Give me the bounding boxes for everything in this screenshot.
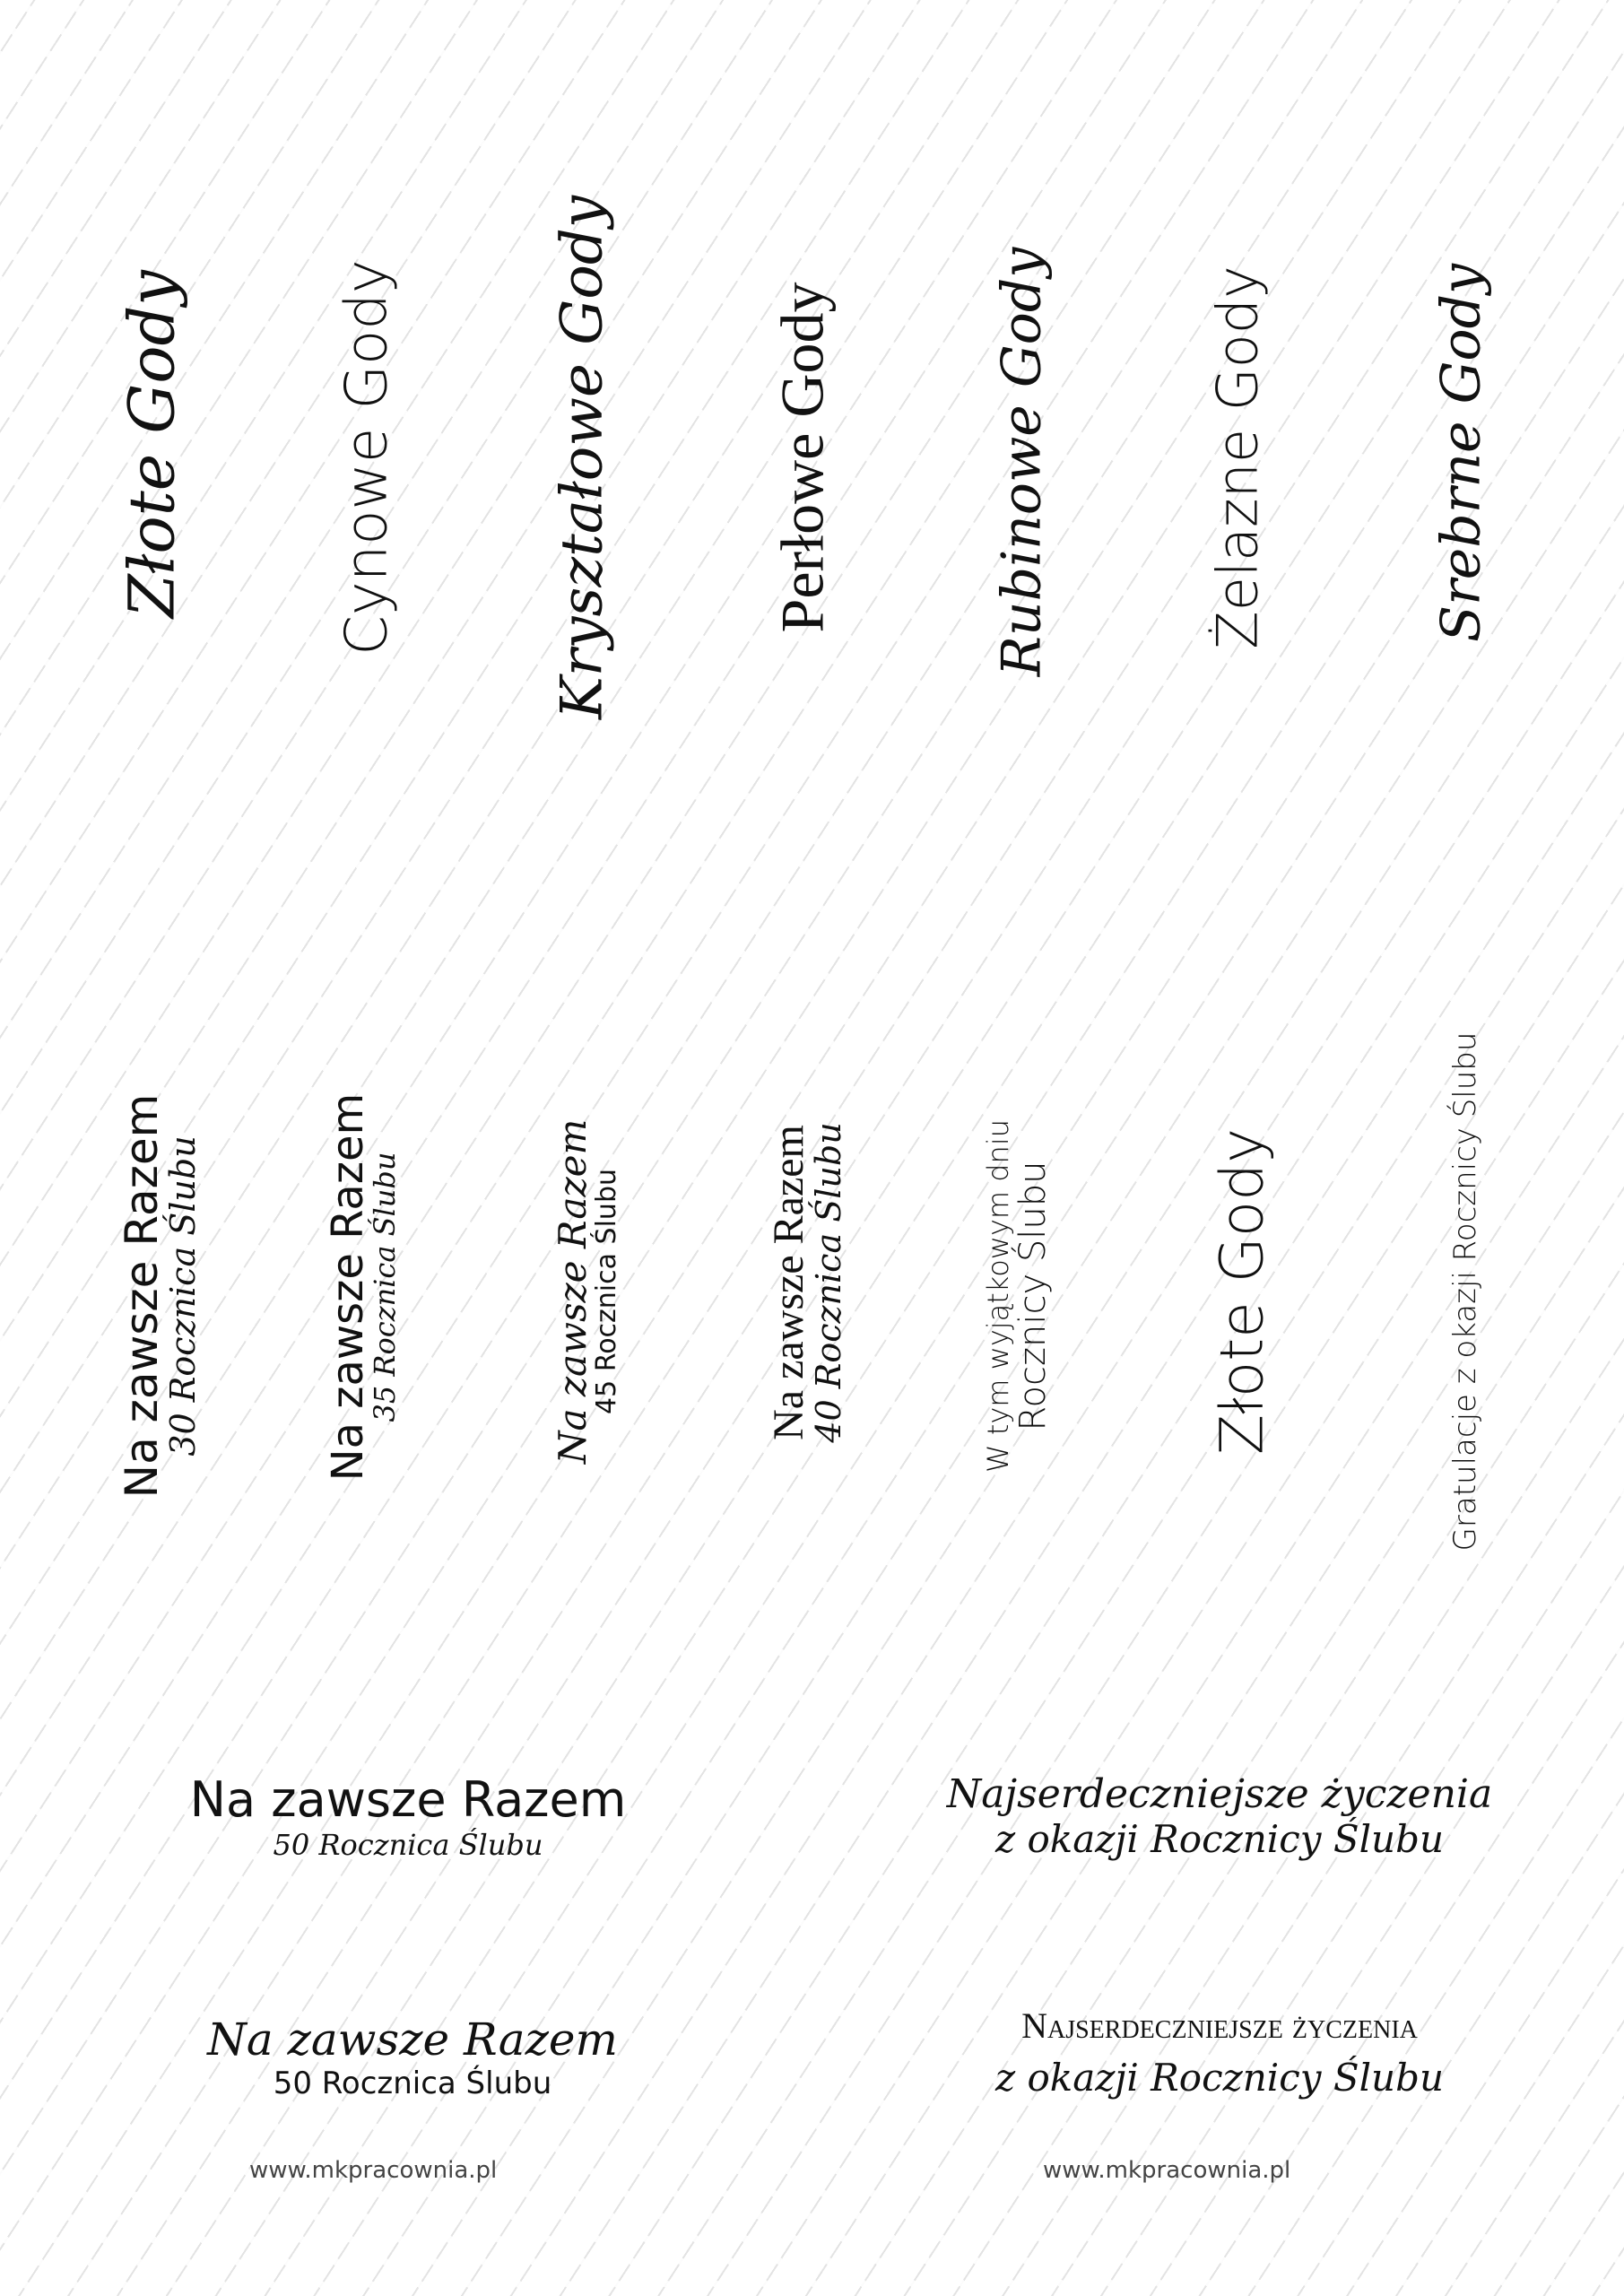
label-perlowe-gody: Perłowe Gody bbox=[768, 282, 837, 633]
label-rubinowe-gody: Rubinowe Gody bbox=[990, 247, 1054, 677]
bottom-right-block-2 bbox=[951, 2005, 1489, 2100]
label-srebrne-gody: Srebrne Gody bbox=[1429, 264, 1493, 642]
label-45-sub: 45 Rocznica Ślubu bbox=[591, 1169, 623, 1415]
label-krysztalowe-gody: Kryształowe Gody bbox=[549, 195, 616, 720]
label-cynowe-gody: Cynowe Gody bbox=[334, 259, 401, 656]
label-45-rocznica bbox=[553, 1119, 621, 1465]
label-35-main: Na zawsze Razem bbox=[323, 1092, 374, 1482]
label-wyjatkowy-dzien bbox=[981, 1119, 1054, 1473]
label-zlote-gody-2: Złote Gody bbox=[1207, 1127, 1277, 1456]
bottom-left-2-main: Na zawsze Razem bbox=[207, 2013, 618, 2066]
bottom-left-1-main: Na zawsze Razem bbox=[189, 1771, 627, 1828]
label-zlote-gody: Złote Gody bbox=[115, 270, 189, 618]
label-gratulacje: Gratulacje z okazji Rocznicy Ślubu bbox=[1447, 1031, 1484, 1552]
label-45-main: Na zawsze Razem bbox=[551, 1118, 595, 1465]
label-35-rocznica bbox=[323, 1092, 403, 1482]
bottom-right-2-line1: Najserdeczniejsze życzenia bbox=[1021, 2005, 1418, 2046]
footer-link-right[interactable]: www.mkpracownia.pl bbox=[1043, 2157, 1291, 2184]
label-30-main: Na zawsze Razem bbox=[115, 1093, 168, 1499]
bottom-right-1-line1: Najserdeczniejsze życzenia bbox=[946, 1771, 1493, 1817]
bottom-right-2-line2: z okazji Rocznicy Ślubu bbox=[994, 2056, 1445, 2100]
label-30-rocznica bbox=[115, 1093, 203, 1499]
bottom-left-1-sub: 50 Rocznica Ślubu bbox=[273, 1828, 543, 1862]
label-35-sub: 35 Rocznica Ślubu bbox=[368, 1152, 403, 1422]
label-40-sub: 40 Rocznica Ślubu bbox=[809, 1122, 849, 1443]
bottom-left-block-1 bbox=[152, 1771, 664, 1862]
label-40-main: Na zawsze Razem bbox=[764, 1125, 812, 1440]
footer-link-left[interactable]: www.mkpracownia.pl bbox=[249, 2157, 498, 2184]
label-wyjatkowy-main: W tym wyjątkowym dniu bbox=[981, 1119, 1016, 1473]
bottom-right-block-1 bbox=[933, 1771, 1507, 1861]
bottom-left-block-2 bbox=[179, 2013, 646, 2101]
label-40-rocznica bbox=[764, 1122, 849, 1443]
label-wyjatkowy-sub: Rocznicy Ślubu bbox=[1012, 1161, 1054, 1431]
bottom-left-2-sub: 50 Rocznica Ślubu bbox=[273, 2066, 552, 2101]
bottom-right-1-line2: z okazji Rocznicy Ślubu bbox=[994, 1817, 1445, 1861]
label-30-sub: 30 Rocznica Ślubu bbox=[162, 1135, 203, 1457]
label-zelazne-gody: Żelazne Gody bbox=[1204, 265, 1271, 649]
